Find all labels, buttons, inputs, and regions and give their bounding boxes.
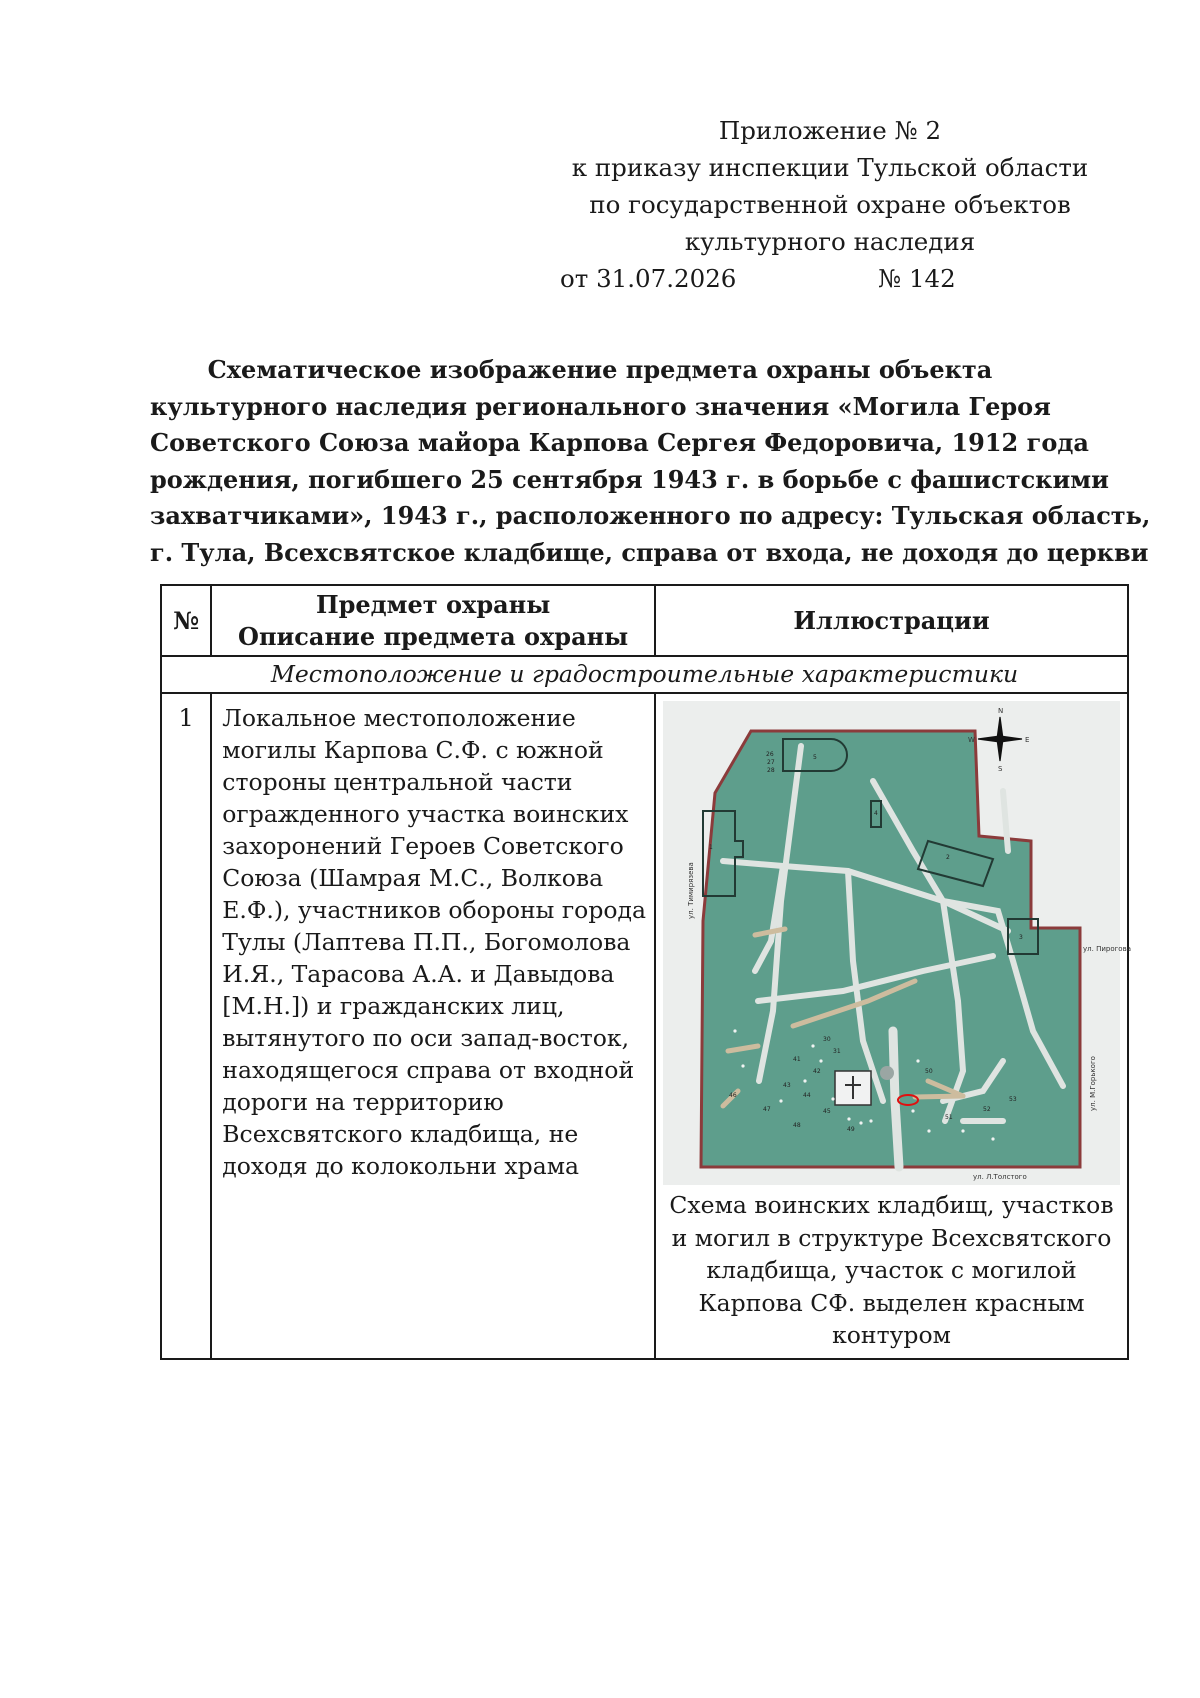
title-line: захватчиками», 1943 г., расположенного по адресу: Тульская область, xyxy=(150,501,1151,530)
plot-label: 42 xyxy=(813,1068,821,1075)
plot-label: 51 xyxy=(945,1114,953,1121)
plot-label: 3 xyxy=(1019,934,1023,941)
plot-label: 49 xyxy=(847,1126,855,1133)
street-east-label: ул. М.Горького xyxy=(1089,1056,1097,1111)
plot-label: 4 xyxy=(874,810,878,817)
plot-label: 31 xyxy=(833,1048,841,1055)
order-line xyxy=(560,260,1100,297)
caption-line: и могил в структуре Всехсвятского xyxy=(671,1223,1112,1252)
street-south-label: ул. Л.Толстого xyxy=(973,1173,1027,1181)
caption-line: контуром xyxy=(832,1321,951,1349)
plot-label: 30 xyxy=(823,1036,831,1043)
caption-line: Карпова СФ. выделен красным xyxy=(698,1288,1085,1317)
plot-label: 5 xyxy=(813,754,817,761)
description-line: Тулы (Лаптева П.П., Богомолова xyxy=(222,928,631,956)
title-line: культурного наследия регионального значения «Могила Героя xyxy=(150,391,1051,421)
description-line: И.Я., Тарасова А.А. и Давыдова xyxy=(222,960,615,988)
description-line: доходя до колокольни храма xyxy=(222,1152,580,1180)
section-title: Местоположение и градостроительные характеристики xyxy=(161,656,1128,693)
table-header-row xyxy=(161,585,1128,656)
title-line: Советского Союза майора Карпова Сергея Федоровича, 1912 года xyxy=(150,428,1089,457)
header-subject-label: Предмет охраны xyxy=(315,589,551,619)
description-line: вытянутого по оси запад-восток, xyxy=(222,1024,630,1052)
plot-label: 48 xyxy=(793,1122,801,1129)
plot-label: 27 xyxy=(767,759,775,766)
description-line: захоронений Героев Советского xyxy=(222,832,624,860)
description-line: Союза (Шамрая М.С., Волкова xyxy=(222,864,604,892)
description-line: Е.Ф.), участников обороны города xyxy=(222,896,646,924)
description-line: Всехсвятского кладбища, не xyxy=(222,1120,579,1148)
plot-label: 26 xyxy=(766,751,774,758)
protection-table xyxy=(160,584,1129,1360)
caption-line: Схема воинских кладбищ, участков xyxy=(669,1191,1114,1219)
section-row xyxy=(161,656,1128,693)
appendix-line: по государственной охране объектов xyxy=(589,190,1071,219)
header-description-label: Описание предмета охраны xyxy=(238,621,629,651)
row-illustration xyxy=(655,693,1131,1359)
compass-n: N xyxy=(998,707,1004,715)
compass-e: E xyxy=(1025,736,1030,744)
plot-label: 47 xyxy=(763,1106,771,1113)
order-number: № 142 xyxy=(878,264,956,293)
plot-label: 43 xyxy=(783,1082,791,1089)
header-number: № xyxy=(161,585,211,656)
street-west-label: ул. Тимирязева xyxy=(687,862,695,919)
row-description xyxy=(211,693,655,1359)
plot-label: 52 xyxy=(983,1106,991,1113)
compass-w: W xyxy=(968,736,975,744)
description-line: дороги на территорию xyxy=(222,1088,504,1116)
table-row xyxy=(161,693,1128,1359)
description-line: находящегося справа от входной xyxy=(222,1056,635,1084)
document-title xyxy=(150,352,1151,571)
plot-label: 46 xyxy=(729,1092,737,1099)
description-line: огражденного участка воинских xyxy=(222,800,629,828)
plot-label: 44 xyxy=(803,1092,811,1099)
appendix-block xyxy=(560,112,1100,297)
title-line: г. Тула, Всехсвятское кладбище, справа от входа, не доходя до церкви xyxy=(150,537,1149,567)
appendix-line: к приказу инспекции Тульской области xyxy=(571,153,1089,182)
description-line: [М.Н.]) и гражданских лиц, xyxy=(222,992,565,1020)
plot-label: 1 xyxy=(709,844,713,851)
appendix-line: Приложение № 2 xyxy=(718,116,942,145)
cemetery-map xyxy=(663,701,1131,1185)
title-line: рождения, погибшего 25 сентября 1943 г. в борьбе с фашистскими xyxy=(150,464,1109,494)
plot-label: 41 xyxy=(793,1056,801,1063)
order-date: от 31.07.2026 xyxy=(560,264,737,293)
header-subject xyxy=(211,585,655,656)
plot-label: 28 xyxy=(767,767,775,774)
row-number: 1 xyxy=(161,693,211,1359)
header-illustrations: Иллюстрации xyxy=(655,585,1128,656)
caption-line: кладбища, участок с могилой xyxy=(706,1256,1077,1284)
appendix-line: культурного наследия xyxy=(684,227,976,256)
description-line: стороны центральной части xyxy=(222,768,573,796)
description-line: могилы Карпова С.Ф. с южной xyxy=(222,736,604,764)
plot-label: 53 xyxy=(1009,1096,1017,1103)
compass-s: S xyxy=(998,765,1003,773)
plot-label: 50 xyxy=(925,1068,933,1075)
illustration-caption xyxy=(663,1189,1120,1352)
plot-label: 45 xyxy=(823,1108,831,1115)
title-line: Схематическое изображение предмета охраны объекта xyxy=(207,355,993,384)
plot-label: 2 xyxy=(946,854,950,861)
description-line: Локальное местоположение xyxy=(222,704,576,732)
street-ne-label: ул. Пирогова xyxy=(1083,945,1131,953)
